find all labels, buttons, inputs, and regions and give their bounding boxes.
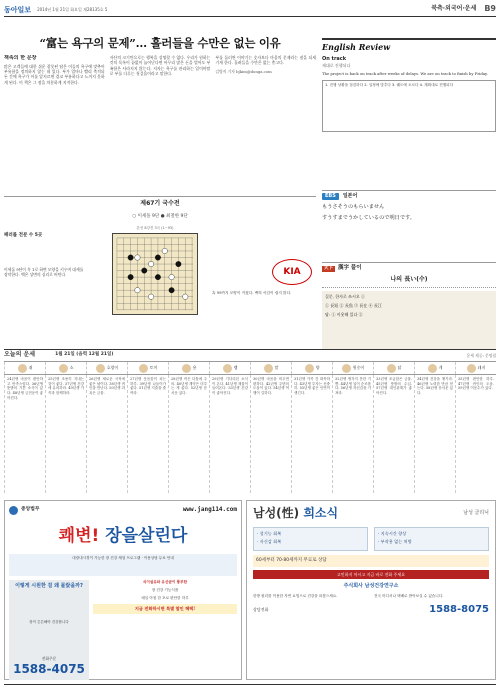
zodiac-item (127, 362, 168, 374)
zodiac-item (332, 362, 373, 374)
ad2-list-item: · 자신감 회복 (257, 538, 282, 544)
zodiac-animal-icon (59, 364, 68, 373)
zodiac-animal-icon (387, 364, 396, 373)
zodiac-row (4, 361, 496, 375)
hanja-row-3: 답: ① 이웃해 있다 ② (325, 312, 363, 318)
horoscope-title: 오늘의 운세 (4, 351, 36, 359)
ad2-phone-number[interactable]: 1588-8075 (429, 603, 489, 615)
ad-question: 이렇게 시원한 걸 왜 몰랐을까? (15, 582, 83, 589)
hanja-badge: 天下 (324, 265, 333, 271)
horoscope-text: 26년생 새로운 시작에 좋은 날이다. 38년생 귀인을 만난다. 50년생 과욕은 금물. (86, 375, 127, 493)
ad2-phone-label: 상담전화 (253, 606, 269, 612)
ad2-free: 60세부터 70·80세까지 무료로 상담 (253, 555, 489, 567)
black-stone (155, 274, 160, 279)
ad-headline (5, 525, 241, 548)
horoscope-text: 35년생 편안한 하루. 47년생 귀인의 도움. 59년생 이동수가 있다. (455, 375, 496, 493)
baduk-commentary: 이세돌 9단이 흑 1로 하변 모양을 키우며 대세를 장악한다. 백은 상변의 실리로 버틴다. (4, 267, 84, 278)
page-number: B9 (484, 4, 496, 14)
zodiac-animal-icon (467, 364, 476, 373)
zodiac-item (250, 362, 291, 374)
horoscope-text: 33년생 조급함은 금물. 45년생 뜻밖의 수입. 57년생 대인관계가 좋아진다. (373, 375, 414, 493)
horoscope-text: 25년생 조용히 지내는 것이 좋다. 37년생 건강에 유의하라. 49년생 가족과 함께하라. (45, 375, 86, 493)
brand-logo-icon (9, 506, 18, 515)
ad2-tag: 남성 클리닉 (463, 509, 489, 516)
horoscope-source: 운세 제공: 문명철 (466, 352, 496, 358)
zodiac-label: 호랑이 (106, 365, 119, 371)
quiz-line-2: すうすまでうかしているので明日です。 (322, 214, 415, 221)
baduk-section (4, 196, 316, 344)
ad2-red-banner: 고민하지 마시고 지금 바로 전화 주세요 (253, 570, 489, 579)
zodiac-animal-icon (223, 364, 232, 373)
sponsor-logo: KIA (272, 259, 312, 285)
english-review (322, 38, 496, 186)
ad2-title-a: 남성(性) (253, 506, 300, 520)
zodiac-item (209, 362, 250, 374)
horoscope-text: 31년생 가족 간 화목하다. 43년생 투자는 신중히. 55년생 좋은 인연이 생긴다. (291, 375, 332, 493)
ad-brand: 중앙법무 (21, 506, 40, 512)
baduk-match: 패러를 전분 수 5곳 (4, 233, 43, 238)
ad2-title (253, 505, 338, 521)
white-stone (183, 294, 188, 299)
quiz-badge: EBS (322, 193, 339, 200)
zodiac-animal-icon (139, 364, 148, 373)
horoscope-date: 1월 21일 (음력 12월 21일) (55, 352, 114, 358)
zodiac-label: 양 (315, 365, 320, 371)
zodiac-item (455, 362, 496, 374)
zodiac-label: 용 (192, 365, 197, 371)
ad-phone-panel (9, 580, 89, 680)
section-title: 북측·외국어·운세 (431, 5, 477, 13)
ad2-list-2 (374, 527, 489, 550)
zodiac-label: 토끼 (149, 365, 158, 371)
ad2-bottom-2: 전국 어디서나 택배로 받아보실 수 있습니다. (374, 593, 444, 598)
quiz-line-1: もうさそうのもらいません (322, 203, 385, 210)
white-stone (148, 294, 153, 299)
article-col-3 (215, 55, 316, 183)
go-board (112, 233, 198, 315)
article-subhead: 책속의 한 문장 (4, 55, 37, 61)
zodiac-item (4, 362, 45, 374)
article-headline: “富는 욕구의 문제”… 흘러들을 수만은 없는 이유 (39, 36, 281, 50)
ad2-list-item: · 성기능 회복 (257, 531, 282, 537)
zodiac-animal-icon (182, 364, 191, 373)
white-stone (135, 255, 140, 260)
english-review-title: English Review (322, 42, 391, 52)
black-stone (128, 274, 133, 279)
zodiac-animal-icon (428, 364, 437, 373)
language-quiz (322, 190, 496, 255)
zodiac-item (86, 362, 127, 374)
ad2-list-item: · 부작용 없는 처방 (378, 538, 412, 544)
white-stone (169, 274, 174, 279)
ad-phone-label: 전화주문 (41, 655, 57, 661)
english-phrase: On track (322, 55, 347, 62)
ad-desc-1: 식이섬유와 유산균이 풍부한 (142, 579, 188, 584)
ad-question-sub: 장이 튼튼해야 건강합니다 (29, 620, 69, 625)
ad2-title-b: 희소식 (299, 506, 339, 520)
zodiac-animal-icon (96, 364, 105, 373)
byline: 김병직 기자 bjkim@donga.com (215, 68, 272, 74)
hanja-answer: 나의 長い(수) (322, 276, 496, 287)
zodiac-item (168, 362, 209, 374)
horoscope-text: 27년생 웃음꽃이 피는 하루. 39년생 나들이가 좋다. 51년생 지출을 줄여라. (127, 375, 168, 493)
horoscope-text: 30년생 마음을 비우면 편하다. 42년생 주변의 도움이 있다. 54년생 여행이 길하다. (250, 375, 291, 493)
horoscope-text: 29년생 기다리던 소식이 온다. 41년생 재물이 들어온다. 53년생 건강이 좋아진다. (209, 375, 250, 493)
baduk-commentary-right: 흑 99까지 모양이 커졌다. 백의 삭감이 쉽지 않다. (212, 291, 292, 295)
black-stone (169, 287, 174, 292)
hanja-row-2: ① 長短 ② 長魚 ③ 長在 ④ 長江 (325, 302, 382, 308)
ad-headline-1: 쾌변! (58, 526, 100, 546)
horoscope-text: 28년생 작은 다툼에 주의. 40년생 계약은 미루는 게 좋다. 52년생 문서운 있다. (168, 375, 209, 493)
ad-phone-number[interactable]: 1588-4075 (13, 661, 85, 676)
zodiac-item (291, 362, 332, 374)
issue-meta: 2014년 1월 21일 화요일 제28135호 5 (37, 6, 108, 12)
zodiac-label: 뱀 (233, 365, 238, 371)
ad-headline-2: 장을살린다 (105, 526, 188, 546)
horoscope (4, 349, 496, 497)
ad2-bottom-1: 한방 원리를 이용한 자연 요법으로 건강을 되찾으세요. (253, 593, 338, 598)
zodiac-animal-icon (342, 364, 351, 373)
horoscope-columns (4, 375, 496, 493)
article-col-1 (4, 55, 105, 183)
ad-description (93, 580, 237, 680)
black-stone (176, 261, 181, 266)
page-header (4, 3, 496, 17)
ad-strip: 대장내시경이 가능한 장 건강 체험 프로그램 · 이용상담 무료 안내 (9, 554, 237, 576)
zodiac-animal-icon (305, 364, 314, 373)
black-stone (155, 255, 160, 260)
baduk-title: 제67기 국수전 (140, 200, 180, 207)
hanja-row-1: 질문, 한자로 쓰시오 ① (325, 293, 365, 299)
article-text-1: 많은 고객들에 대한 쉬운 잘못된 답은 이들의 욕구에 맞추어 부유함을 정의하지 않는 데 있다. 부가 얼마나 빨리 축적되든 간에 욕구가 이를 앞지르면 결코 부유하다고 느끼지 못하게 된다. 이 책은 그 점을 차분하게 지적한다. (4, 63, 105, 85)
ad-footer: 지금 전화하시면 특별 할인 혜택! (93, 604, 237, 614)
ad-men (246, 500, 496, 680)
english-exercise: 1. 진행 상황을 점검하다 2. 일정에 맞추다 3. 궤도에 오르다 4. 계획대로 진행되다 (322, 80, 496, 132)
zodiac-label: 돼지 (477, 365, 486, 371)
english-phrase-kr: 제대로 진행되다 (322, 62, 351, 68)
article-col-2 (110, 55, 211, 183)
baduk-round: 본선 8강전 3국 (1~93) (136, 226, 174, 230)
zodiac-label: 소 (69, 365, 74, 371)
article-text-3: 부를 둘러싼 이야기는 숫자보다 마음의 문제라는 점을 되새기게 한다. 흘려들을 수만은 없는 충고다. (215, 55, 317, 66)
zodiac-label: 개 (438, 365, 443, 371)
quiz-title: 일본어 (342, 193, 358, 199)
article-text-2: 자산의 크기만으로는 행복을 설명할 수 없다. 우리가 원하는 것의 목록이 끝없이 늘어난다면 아무리 많은 돈을 벌어도 부족함은 사라지지 않는다. 저자는 욕구를 관리하는 일이야말로 부를 다루는 첫걸음이라고 말한다. (109, 55, 211, 76)
black-stone (128, 255, 133, 260)
zodiac-animal-icon (264, 364, 273, 373)
white-stone (135, 287, 140, 292)
hanja-box (322, 291, 496, 349)
black-stone (142, 268, 147, 273)
article (4, 55, 316, 183)
zodiac-item (45, 362, 86, 374)
hanja-section (322, 262, 496, 352)
horoscope-text: 34년생 건강을 챙기라. 46년생 노력한 만큼 얻는다. 58년생 문서운 있다. (414, 375, 455, 493)
zodiac-label: 닭 (397, 365, 402, 371)
zodiac-label: 원숭이 (352, 365, 365, 371)
horoscope-text: 24년생 마음이 편안하고 만족스럽다. 36년생 뜻밖의 기쁜 소식이 있다. 48년생 금전운이 좋아진다. (4, 375, 45, 493)
ad2-list-item: · 지속시간 향상 (378, 531, 407, 537)
horoscope-text: 32년생 생각지 못한 기쁨. 44년생 일이 순조롭다. 56년생 자신감을 가져라. (332, 375, 373, 493)
zodiac-label: 말 (274, 365, 279, 371)
zodiac-label: 쥐 (28, 365, 33, 371)
ad-desc-3: 매일 아침 한 포로 편안한 하루 (141, 595, 189, 600)
english-body: The project is back on track after weeks of delays. We are on track to finish by Friday. (322, 70, 488, 76)
white-stone (162, 248, 167, 253)
masthead: 동아일보 (4, 4, 32, 14)
ad-health (4, 500, 242, 680)
page-footer-rule (4, 684, 496, 685)
ad-phone[interactable] (12, 656, 86, 677)
hanja-title: 漢字 풀이 (338, 265, 362, 271)
zodiac-item (414, 362, 455, 374)
white-stone (148, 261, 153, 266)
ad2-list-1 (253, 527, 368, 550)
baduk-players: ○ 이세돌 9단 ● 최철한 9단 (132, 214, 188, 220)
zodiac-item (373, 362, 414, 374)
zodiac-animal-icon (18, 364, 27, 373)
ad2-phone[interactable] (253, 603, 489, 617)
ad-url[interactable]: www.jang114.com (182, 505, 237, 513)
ad-desc-2: 장 건강 기능식품 (151, 587, 179, 592)
ad2-company: 주식회사 남성건강연구소 (343, 582, 399, 589)
